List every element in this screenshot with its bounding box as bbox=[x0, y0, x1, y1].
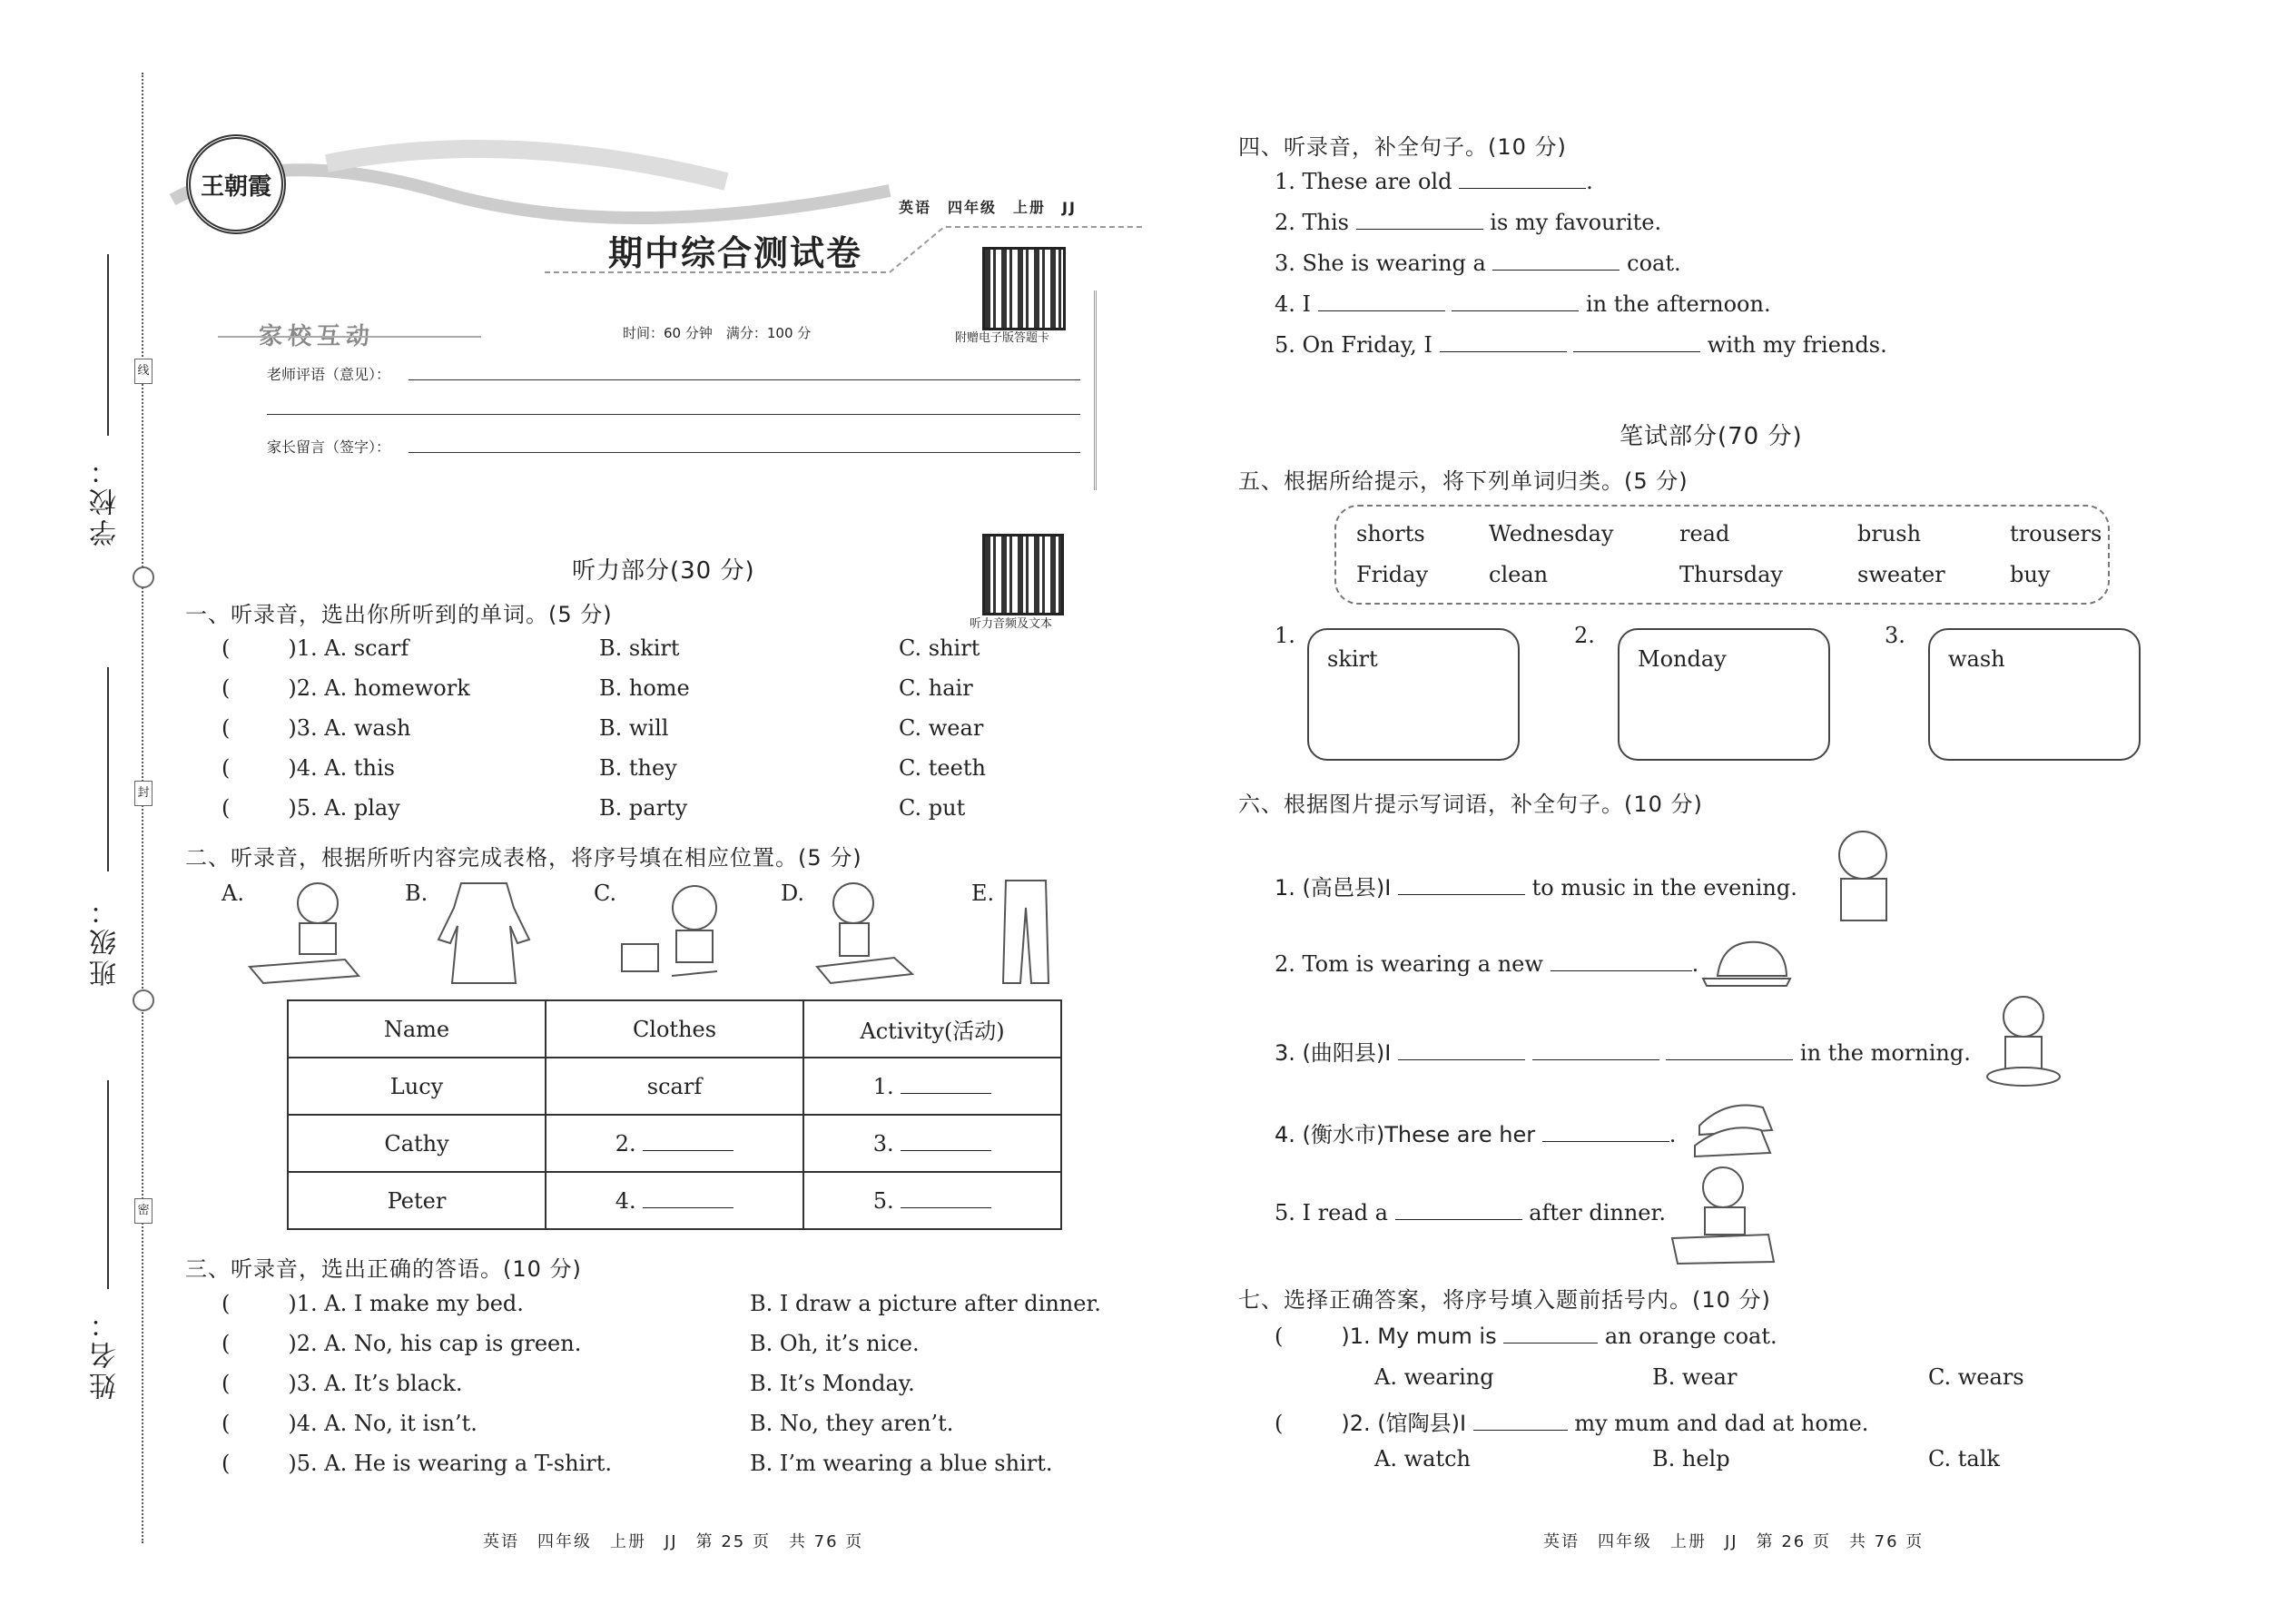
part1-title: 一、听录音，选出你所听到的单词。(5 分) bbox=[185, 602, 613, 627]
table-cell-blank[interactable]: 1. bbox=[803, 1058, 1061, 1115]
pic-label-a: A. bbox=[222, 881, 244, 906]
header-frame-right bbox=[1094, 290, 1097, 490]
binding-tag-3: 密 bbox=[134, 1198, 153, 1224]
table-header: Activity(活动) bbox=[803, 1000, 1061, 1058]
word-bank-word: Wednesday bbox=[1489, 521, 1614, 546]
part6-title: 六、根据图片提示写词语，补全句子。(10 分) bbox=[1238, 792, 1703, 817]
picture-boy-washing bbox=[245, 876, 363, 985]
brand-logo bbox=[186, 134, 286, 234]
part2-title: 二、听录音，根据所听内容完成表格，将序号填在相应位置。(5 分) bbox=[185, 845, 862, 871]
table-cell-blank[interactable]: 2. bbox=[546, 1115, 803, 1172]
school-label: 学校： bbox=[90, 454, 122, 546]
part1-questions bbox=[222, 635, 1039, 835]
table-cell-blank[interactable]: 4. bbox=[546, 1172, 803, 1229]
category-box-3[interactable] bbox=[1928, 628, 2141, 761]
qr-caption-answer-sheet: 附赠电子版答题卡 bbox=[955, 331, 1050, 345]
word-bank-row-1 bbox=[1356, 521, 2101, 552]
name-write-line bbox=[107, 1080, 109, 1289]
part6-item-1: 1. (高邑县)I to music in the evening. bbox=[1275, 875, 1797, 901]
picture-girl-music bbox=[617, 876, 735, 989]
fill-blank[interactable] bbox=[1492, 251, 1620, 271]
part4-item-3: 3. She is wearing a coat. bbox=[1275, 251, 1681, 276]
word-bank-word: read bbox=[1679, 521, 1730, 546]
category-num-1: 1. bbox=[1275, 623, 1295, 648]
qr-code-answer-sheet bbox=[982, 247, 1066, 330]
pic-label-e: E. bbox=[971, 881, 995, 906]
picture-girl-listening bbox=[1819, 826, 1910, 926]
pic-label-d: D. bbox=[781, 881, 805, 906]
part7-item-1: ( )1. My mum is an orange coat. bbox=[1275, 1324, 1777, 1349]
qr-code-audio bbox=[982, 534, 1064, 615]
part3-item-2: ( )2. A. No, his cap is green. B. Oh, it’s nice. bbox=[222, 1331, 920, 1356]
footer-left: 英语 四年级 上册 JJ 第 25 页 共 76 页 bbox=[483, 1532, 864, 1551]
class-write-line bbox=[107, 667, 109, 871]
fill-blank[interactable] bbox=[1452, 292, 1579, 311]
picture-girl-brushing bbox=[1983, 989, 2064, 1089]
part6-item-4: 4. (衡水市)These are her . bbox=[1275, 1122, 1677, 1147]
name-label: 姓名： bbox=[90, 1307, 122, 1400]
pic-label-b: B. bbox=[405, 881, 428, 906]
part1-item-2: ( )2. A. homework B. home C. hair bbox=[222, 675, 973, 701]
parent-comment-line[interactable] bbox=[409, 452, 1080, 453]
teacher-comment-line-1[interactable] bbox=[409, 379, 1080, 380]
fill-blank[interactable] bbox=[1318, 292, 1445, 311]
word-bank-row-2 bbox=[1356, 562, 2101, 593]
word-bank-word: Friday bbox=[1356, 562, 1429, 587]
picture-dress bbox=[434, 876, 534, 989]
fill-blank[interactable] bbox=[1503, 1324, 1598, 1343]
binding-hole-1 bbox=[133, 566, 154, 588]
part1-item-3: ( )3. A. wash B. will C. wear bbox=[222, 715, 984, 741]
part3-item-4: ( )4. A. No, it isn’t. B. No, they aren’t. bbox=[222, 1411, 954, 1436]
part7-item-2: ( )2. (馆陶县)I my mum and dad at home. bbox=[1275, 1411, 1869, 1436]
fill-blank[interactable] bbox=[1473, 1412, 1568, 1431]
qr-caption-audio: 听力音频及文本 bbox=[970, 617, 1053, 631]
part7-item-1-options: A. wearing B. wear C. wears bbox=[1374, 1364, 2024, 1390]
category-box-1[interactable] bbox=[1307, 628, 1520, 761]
table-header-row bbox=[288, 1000, 1061, 1058]
part3-item-3: ( )3. A. It’s black. B. It’s Monday. bbox=[222, 1371, 915, 1396]
table-row bbox=[288, 1172, 1061, 1229]
part2-table bbox=[287, 999, 1062, 1230]
part4-title: 四、听录音，补全句子。(10 分) bbox=[1238, 134, 1567, 160]
fill-blank[interactable] bbox=[1395, 1201, 1522, 1220]
word-bank-word: buy bbox=[2010, 562, 2051, 587]
category-num-2: 2. bbox=[1574, 623, 1595, 648]
brand-logo-text: 王朝霞 bbox=[200, 173, 271, 201]
part4-item-2: 2. This is my favourite. bbox=[1275, 210, 1662, 235]
part5-title: 五、根据所给提示，将下列单词归类。(5 分) bbox=[1238, 468, 1689, 494]
part4-item-1: 1. These are old . bbox=[1275, 169, 1593, 194]
picture-trousers bbox=[999, 876, 1053, 989]
part6-item-5: 5. I read a after dinner. bbox=[1275, 1200, 1666, 1225]
fill-blank[interactable] bbox=[1356, 211, 1483, 230]
teacher-comment-label: 老师评语（意见）： bbox=[267, 366, 391, 383]
table-cell: scarf bbox=[546, 1058, 803, 1115]
category-example: wash bbox=[1948, 646, 2005, 672]
table-row bbox=[288, 1058, 1061, 1115]
category-num-3: 3. bbox=[1885, 623, 1905, 648]
part3-title: 三、听录音，选出正确的答语。(10 分) bbox=[185, 1256, 582, 1282]
part3-item-1: ( )1. A. I make my bed. B. I draw a picture after dinner. bbox=[222, 1291, 1101, 1316]
fill-blank[interactable] bbox=[1551, 952, 1692, 971]
listening-section-title: 听力部分(30 分) bbox=[572, 557, 755, 585]
part4-item-5: 5. On Friday, I with my friends. bbox=[1275, 332, 1887, 358]
binding-dotted-line bbox=[142, 73, 143, 1543]
table-cell: Peter bbox=[288, 1172, 546, 1229]
word-bank-word: brush bbox=[1857, 521, 1922, 546]
binding-tag-2: 封 bbox=[134, 781, 153, 806]
table-cell-blank[interactable]: 5. bbox=[803, 1172, 1061, 1229]
word-bank-word: trousers bbox=[2010, 521, 2102, 546]
part7-item-2-options: A. watch B. help C. talk bbox=[1374, 1446, 2000, 1471]
table-header: Name bbox=[288, 1000, 546, 1058]
part3-item-5: ( )5. A. He is wearing a T-shirt. B. I’m wearing a blue shirt. bbox=[222, 1451, 1053, 1476]
word-bank-word: clean bbox=[1489, 562, 1549, 587]
teacher-comment-line-2[interactable] bbox=[267, 414, 1080, 415]
part1-item-4: ( )4. A. this B. they C. teeth bbox=[222, 755, 986, 781]
class-label: 班级： bbox=[90, 894, 122, 987]
table-cell: Lucy bbox=[288, 1058, 546, 1115]
category-box-2[interactable] bbox=[1618, 628, 1830, 761]
parent-comment-label: 家长留言（签字）： bbox=[267, 438, 391, 456]
picture-cap bbox=[1699, 935, 1799, 989]
fill-blank[interactable] bbox=[1542, 1123, 1669, 1142]
picture-girl-cleaning bbox=[808, 876, 917, 989]
part6-item-3: 3. (曲阳县)I in the morning. bbox=[1275, 1040, 1971, 1066]
page-title: 期中综合测试卷 bbox=[608, 233, 863, 273]
school-write-line bbox=[107, 254, 109, 436]
word-bank-word: Thursday bbox=[1679, 562, 1783, 587]
binding-tag-1: 线 bbox=[134, 359, 153, 384]
table-cell: Cathy bbox=[288, 1115, 546, 1172]
category-example: skirt bbox=[1327, 646, 1378, 672]
table-row bbox=[288, 1115, 1061, 1172]
pic-label-c: C. bbox=[594, 881, 617, 906]
footer-right: 英语 四年级 上册 JJ 第 26 页 共 76 页 bbox=[1543, 1532, 1925, 1551]
part4-item-4: 4. I in the afternoon. bbox=[1275, 291, 1771, 317]
fill-blank[interactable] bbox=[1573, 333, 1700, 352]
part6-item-2: 2. Tom is wearing a new . bbox=[1275, 951, 1699, 977]
fill-blank[interactable] bbox=[1532, 1041, 1659, 1060]
writing-section-title: 笔试部分(70 分) bbox=[1620, 423, 1803, 450]
part4-questions bbox=[1275, 169, 2092, 373]
table-header: Clothes bbox=[546, 1000, 803, 1058]
picture-boy-reading bbox=[1669, 1162, 1777, 1266]
fill-blank[interactable] bbox=[1440, 333, 1567, 352]
fill-blank[interactable] bbox=[1398, 876, 1525, 895]
part7-title: 七、选择正确答案，将序号填入题前括号内。(10 分) bbox=[1238, 1287, 1771, 1313]
home-school-banner: 家校互动 bbox=[259, 323, 376, 350]
category-example: Monday bbox=[1638, 646, 1727, 672]
fill-blank[interactable] bbox=[1666, 1041, 1793, 1060]
subject-tag: 英语 四年级 上册 JJ bbox=[899, 199, 1077, 216]
word-bank-word: sweater bbox=[1857, 562, 1945, 587]
part3-questions bbox=[222, 1291, 1129, 1491]
part1-item-5: ( )5. A. play B. party C. put bbox=[222, 795, 966, 821]
picture-shoes bbox=[1690, 1089, 1781, 1162]
table-cell-blank[interactable]: 3. bbox=[803, 1115, 1061, 1172]
time-info: 时间：60 分钟 满分：100 分 bbox=[623, 325, 812, 341]
part1-item-1: ( )1. A. scarf B. skirt C. shirt bbox=[222, 635, 980, 661]
fill-blank[interactable] bbox=[1398, 1041, 1525, 1060]
binding-hole-2 bbox=[133, 989, 154, 1011]
fill-blank[interactable] bbox=[1459, 170, 1586, 189]
word-bank-word: shorts bbox=[1356, 521, 1425, 546]
banner-rule bbox=[218, 336, 481, 338]
